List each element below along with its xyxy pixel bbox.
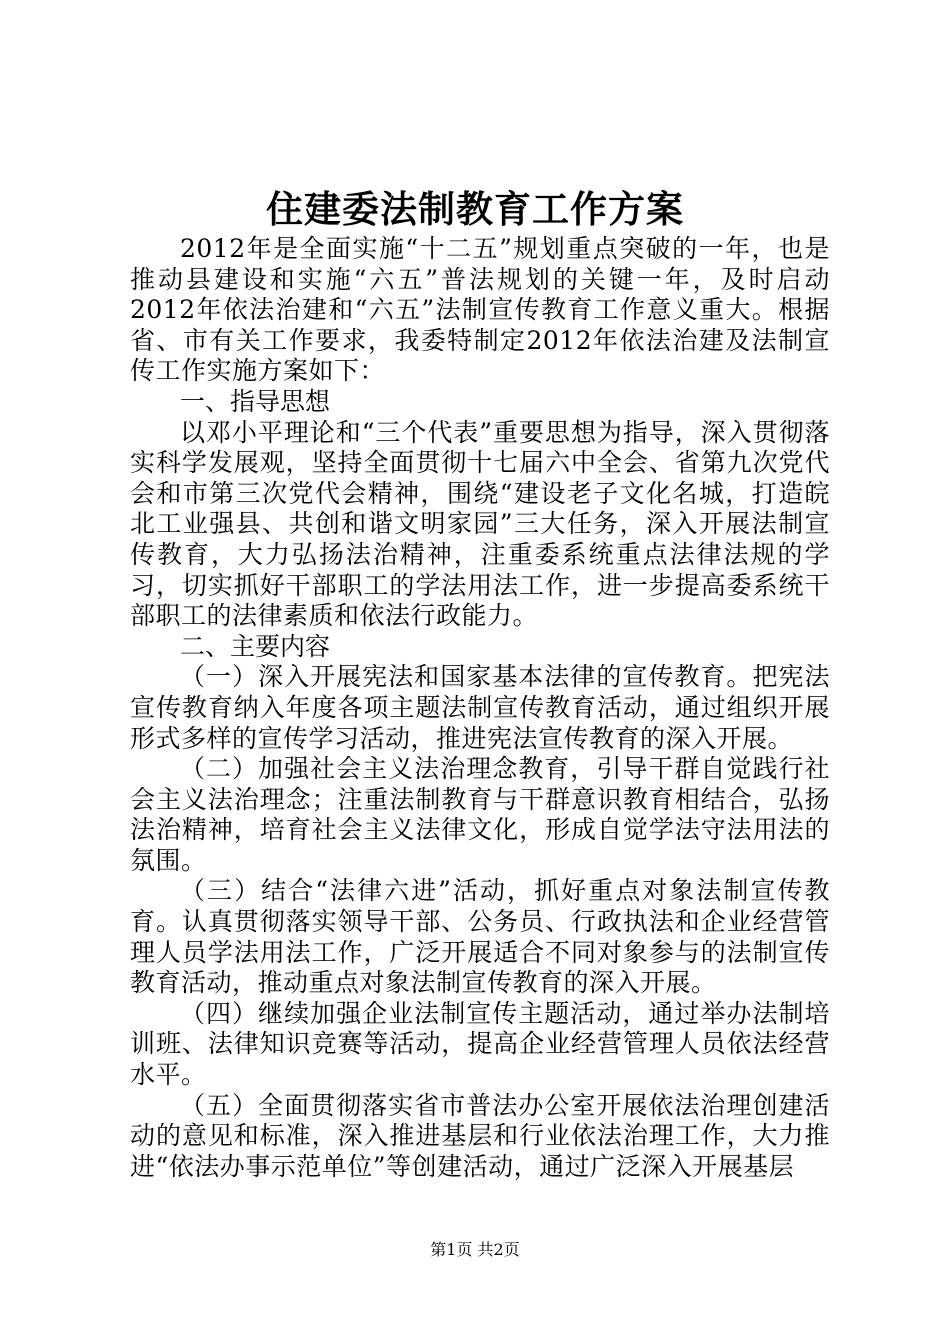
section-heading-guiding-ideology: 一、指导思想: [180, 386, 331, 416]
content-item-4: （四）继续加强企业法制宣传主题活动，通过举办法制培训班、法律知识竞赛等活动，提高企业经营管理人员依法经营水平。: [130, 998, 830, 1090]
document-body: [130, 234, 830, 1182]
document-title: 住建委法制教育工作方案: [266, 187, 684, 231]
section-heading-main-content: 二、主要内容: [180, 631, 331, 661]
content-item-3: （三）结合“法律六进”活动，抓好重点对象法制宣传教育。认真贯彻落实领导干部、公务员、行政执法和企业经营管理人员学法用法工作，广泛开展适合不同对象参与的法制宣传教育活动，推动重点对象法制宣传教育的深入开展。: [130, 876, 830, 998]
content-item-5: （五）全面贯彻落实省市普法办公室开展依法治理创建活动的意见和标准，深入推进基层和行业依法治理工作，大力推进“依法办事示范单位”等创建活动，通过广泛深入开展基层: [130, 1090, 830, 1181]
content-item-2: （二）加强社会主义法治理念教育，引导干群自觉践行社会主义法治理念；注重法制教育与干群意识教育相结合，弘扬法治精神，培育社会主义法律文化，形成自觉学法守法用法的氛围。: [130, 754, 830, 875]
page-footer: 第1页 共2页: [430, 1240, 520, 1259]
content-item-1: （一）深入开展宪法和国家基本法律的宣传教育。把宪法宣传教育纳入年度各项主题法制宣传教育活动，通过组织开展形式多样的宣传学习活动，推进宪法宣传教育的深入开展。: [130, 662, 830, 753]
guiding-ideology-paragraph: 以邓小平理论和“三个代表”重要思想为指导，深入贯彻落实科学发展观，坚持全面贯彻十七届六中全会、省第九次党代会和市第三次党代会精神，围绕“建设老子文化名城，打造皖北工业强县、共创和谐文明家园”三大任务，深入开展法制宣传教育，大力弘扬法治精神，注重委系统重点法律法规的学习，切实抓好干部职工的学法用法工作，进一步提高委系统干部职工的法律素质和依法行政能力。: [130, 417, 830, 631]
intro-paragraph: 2012年是全面实施“十二五”规划重点突破的一年，也是推动县建设和实施“六五”普法规划的关键一年，及时启动2012年依法治建和“六五”法制宣传教育工作意义重大。根据省、市有关工作要求，我委特制定2012年依法治建及法制宣传工作实施方案如下：: [130, 234, 830, 386]
